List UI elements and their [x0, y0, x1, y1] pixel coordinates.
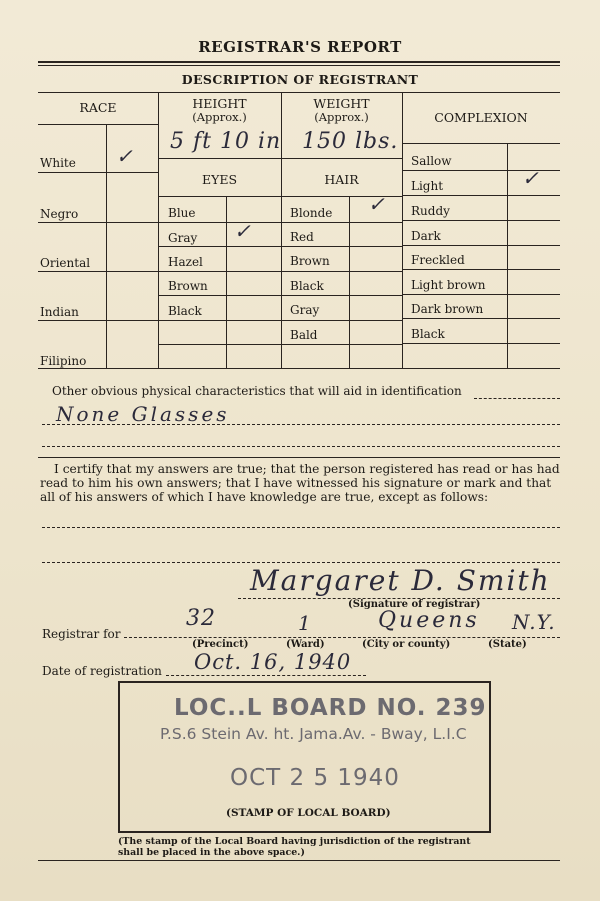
- grid-rule: [402, 195, 560, 196]
- fill-line: [42, 424, 560, 425]
- hair-blonde: Blonde: [290, 206, 333, 220]
- grid-rule: [281, 320, 402, 321]
- eyes-gray-check-mark: ✓: [234, 219, 251, 243]
- date-of-registration-value: Oct. 16, 1940: [194, 650, 352, 674]
- complexion-ruddy: Ruddy: [411, 204, 450, 218]
- complexion-light-check-mark: ✓: [522, 166, 539, 190]
- ward-caption: (Ward): [286, 639, 325, 650]
- grid-divider: [507, 143, 508, 368]
- grid-rule: [38, 320, 158, 321]
- city-caption: (City or county): [362, 639, 451, 650]
- eyes-brown: Brown: [168, 279, 208, 293]
- grid-divider: [402, 92, 403, 368]
- grid-rule: [402, 269, 560, 270]
- grid-rule: [38, 124, 158, 125]
- grid-rule: [281, 246, 402, 247]
- local-board-stamp-box: [118, 681, 491, 833]
- grid-rule: [281, 344, 402, 345]
- fill-line: [166, 675, 366, 676]
- registrar-signature: Margaret D. Smith: [250, 564, 551, 597]
- characteristics-label: Other obvious physical characteristics that will aid in identification: [52, 384, 462, 398]
- complexion-black: Black: [411, 327, 445, 341]
- certification-text: I certify that my answers are true; that the person registered has read or has had read to him his own answers; that I have witnessed his signature or mark and that all of his answers of which I have knowledge are true, except as follows:: [40, 462, 560, 504]
- fill-line: [42, 527, 560, 528]
- grid-bottom-rule: [38, 368, 560, 369]
- eyes-hazel: Hazel: [168, 255, 203, 269]
- registrar-for-label: Registrar for: [42, 627, 121, 641]
- section-rule: [38, 457, 560, 458]
- footer-rule: [38, 860, 560, 861]
- race-white: White: [40, 156, 76, 170]
- section-subtitle: DESCRIPTION OF REGISTRANT: [181, 72, 419, 87]
- grid-rule: [158, 271, 281, 272]
- fill-line: [42, 446, 560, 447]
- grid-divider: [158, 92, 159, 368]
- grid-rule: [281, 222, 402, 223]
- complexion-header: COMPLEXION: [434, 110, 528, 125]
- eyes-black: Black: [168, 304, 202, 318]
- complexion-light-brown: Light brown: [411, 278, 486, 292]
- stamp-date: OCT 2 5 1940: [230, 765, 400, 791]
- description-top-rule: [38, 92, 560, 93]
- fill-line: [474, 398, 560, 399]
- height-value: 5 ft 10 in: [170, 129, 282, 154]
- grid-rule: [402, 245, 560, 246]
- eyes-header: EYES: [201, 172, 238, 187]
- characteristics-value: None Glasses: [56, 402, 230, 426]
- title-rule: [38, 61, 560, 63]
- eyes-gray: Gray: [168, 231, 198, 245]
- hair-red: Red: [290, 230, 314, 244]
- grid-rule: [158, 344, 281, 345]
- complexion-light: Light: [411, 179, 444, 193]
- grid-rule: [281, 295, 402, 296]
- grid-divider: [106, 125, 107, 368]
- height-header: HEIGHT: [192, 96, 247, 111]
- precinct-value: 32: [186, 606, 216, 631]
- hair-black: Black: [290, 279, 324, 293]
- footer-note: (The stamp of the Local Board having jurisdiction of the registrant shall be placed in the above space.): [118, 836, 471, 858]
- grid-rule: [158, 246, 281, 247]
- title-rule-thin: [38, 65, 560, 66]
- height-approx: (Approx.): [192, 110, 247, 124]
- weight-value: 150 lbs.: [302, 129, 399, 154]
- grid-rule: [402, 318, 560, 319]
- eyes-blue: Blue: [168, 206, 196, 220]
- complexion-dark: Dark: [411, 229, 441, 243]
- page-title: REGISTRAR'S REPORT: [198, 38, 402, 56]
- stamp-board-number: LOC..L BOARD NO. 239: [174, 695, 487, 721]
- grid-rule: [402, 294, 560, 295]
- signature-caption: (Signature of registrar): [348, 599, 481, 610]
- grid-rule: [281, 271, 402, 272]
- city-value: Queens: [378, 608, 480, 633]
- ward-value: 1: [298, 611, 312, 635]
- hair-bald: Bald: [290, 328, 318, 342]
- grid-rule: [402, 343, 560, 344]
- race-negro: Negro: [40, 207, 79, 221]
- grid-rule: [402, 143, 560, 144]
- stamp-caption: (STAMP OF LOCAL BOARD): [226, 807, 391, 819]
- race-indian: Indian: [40, 305, 79, 319]
- fill-line: [42, 562, 560, 563]
- grid-rule: [38, 172, 158, 173]
- race-filipino: Filipino: [40, 354, 87, 368]
- grid-rule: [38, 271, 158, 272]
- complexion-sallow: Sallow: [411, 154, 452, 168]
- grid-rule: [158, 320, 281, 321]
- grid-rule: [402, 220, 560, 221]
- race-oriental: Oriental: [40, 256, 91, 270]
- hair-gray: Gray: [290, 303, 320, 317]
- grid-rule: [38, 222, 158, 223]
- grid-rule: [158, 196, 402, 197]
- state-caption: (State): [488, 639, 527, 650]
- state-value: N.Y.: [512, 610, 556, 634]
- precinct-caption: (Precinct): [192, 639, 249, 650]
- date-of-registration-label: Date of registration: [42, 664, 162, 678]
- race-header: RACE: [79, 100, 117, 115]
- weight-approx: (Approx.): [314, 110, 369, 124]
- hair-blonde-check-mark: ✓: [368, 192, 385, 216]
- hair-header: HAIR: [324, 172, 359, 187]
- complexion-dark-brown: Dark brown: [411, 302, 484, 316]
- stamp-address: P.S.6 Stein Av. ht. Jama.Av. - Bway, L.I.C: [160, 725, 467, 743]
- race-white-check-mark: ✓: [116, 144, 133, 168]
- complexion-freckled: Freckled: [411, 253, 465, 267]
- grid-rule: [158, 295, 281, 296]
- grid-rule: [158, 158, 402, 159]
- grid-rule: [158, 222, 281, 223]
- fill-line: [124, 637, 560, 638]
- weight-header: WEIGHT: [313, 96, 370, 111]
- hair-brown: Brown: [290, 254, 330, 268]
